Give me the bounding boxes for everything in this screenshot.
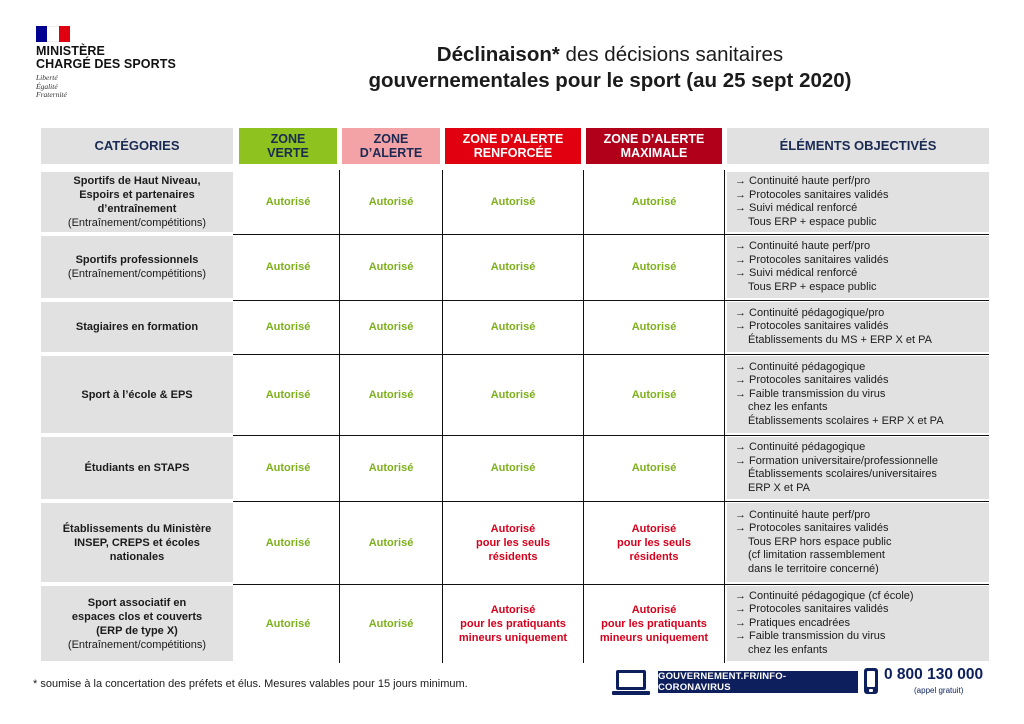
table-row <box>41 234 989 300</box>
category-title: Sportifs professionnels <box>75 254 199 266</box>
element-line: → Continuité haute perf/pro <box>735 175 871 187</box>
header-zone-renforcee-l1: ZONE D’ALERTE <box>462 132 564 146</box>
category-subtitle: (Entraînement/compétitions) <box>67 268 207 280</box>
elements-cell <box>727 586 989 661</box>
status-text: Autorisé <box>631 462 677 474</box>
table-row <box>41 501 989 584</box>
table-row <box>41 435 989 501</box>
status-text: résidents <box>488 550 538 563</box>
element-line: Tous ERP hors espace public <box>748 535 892 548</box>
header-zone-alerte-l1: ZONE <box>373 132 409 146</box>
category-title: espaces clos et couverts <box>71 610 203 623</box>
element-line: Tous ERP + espace public <box>748 280 877 293</box>
status-text: Autorisé <box>490 603 536 616</box>
table-row <box>41 300 989 354</box>
element-line: → Continuité haute perf/pro <box>735 240 871 252</box>
category-title: Sport associatif en <box>87 596 187 609</box>
elements-cell <box>727 503 989 582</box>
status-text: Autorisé <box>368 617 414 630</box>
element-line: Établissements scolaires + ERP X et PA <box>748 414 944 427</box>
element-line: → Protocoles sanitaires validés <box>735 320 889 333</box>
title-asterisk-word: Déclinaison* <box>436 43 560 66</box>
status-text: Autorisé <box>265 536 311 549</box>
status-zone-alerte <box>342 354 440 435</box>
element-line: → Continuité haute perf/pro <box>735 508 871 521</box>
ministry-name-line2: CHARGÉ DES SPORTS <box>36 57 176 71</box>
page-title <box>300 42 920 94</box>
status-zone-verte <box>239 170 337 234</box>
hotline-number[interactable]: 0 800 130 000 <box>884 666 984 683</box>
status-zone-alerte-maximale <box>586 501 722 584</box>
footnote: * soumise à la concertation des préfets et élus. Mesures valables pour 15 jours minimum. <box>33 678 468 690</box>
status-zone-verte <box>239 435 337 501</box>
status-text: pour les pratiquants <box>601 617 707 630</box>
status-zone-alerte-maximale <box>586 584 722 663</box>
status-text: pour les seuls <box>476 536 550 549</box>
title-line1: des décisions sanitaires <box>559 43 784 66</box>
status-text: Autorisé <box>368 321 414 333</box>
status-text: Autorisé <box>265 321 311 333</box>
status-zone-alerte-renforcee <box>445 501 581 584</box>
category-cell <box>41 172 233 232</box>
status-text: pour les pratiquants <box>460 617 566 630</box>
header-zone-maximale-l2: MAXIMALE <box>620 146 688 160</box>
category-title: Stagiaires en formation <box>75 321 199 333</box>
category-title: (ERP de type X) <box>96 624 178 637</box>
header-zone-verte-l1: ZONE <box>270 132 306 146</box>
ministry-name-line1: MINISTÈRE <box>36 44 105 58</box>
status-text: mineurs uniquement <box>599 631 709 644</box>
header-zone-alerte-l2: D’ALERTE <box>359 146 423 160</box>
element-line: chez les enfants <box>748 401 828 414</box>
status-zone-alerte <box>342 300 440 354</box>
motto-liberte: Liberté <box>36 73 58 82</box>
element-line: ERP X et PA <box>748 481 810 494</box>
element-line: Tous ERP + espace public <box>748 215 877 228</box>
status-text: Autorisé <box>265 617 311 630</box>
category-cell <box>41 437 233 499</box>
status-text: pour les seuls <box>617 536 691 549</box>
element-line: → Faible transmission du virus <box>735 630 886 643</box>
category-title: nationales <box>109 550 165 563</box>
element-line: → Pratiques encadrées <box>735 616 850 629</box>
status-text: Autorisé <box>631 196 677 208</box>
motto-egalite: Égalité <box>36 81 58 91</box>
elements-cell <box>727 437 989 499</box>
header-zone-alerte-renforcee <box>445 128 581 164</box>
status-text: Autorisé <box>490 321 536 333</box>
category-title: Établissements du Ministère <box>62 522 212 535</box>
element-line: dans le territoire concerné) <box>748 562 879 575</box>
status-zone-alerte <box>342 584 440 663</box>
element-line: → Faible transmission du virus <box>735 387 886 400</box>
status-text: Autorisé <box>368 261 414 273</box>
status-zone-alerte-renforcee <box>445 300 581 354</box>
status-text: Autorisé <box>490 261 536 273</box>
title-line2: gouvernementales pour le sport (au 25 sept 2020) <box>368 69 852 92</box>
element-line: → Suivi médical renforcé <box>735 202 858 214</box>
hotline-note: (appel gratuit) <box>914 686 964 695</box>
elements-cell <box>727 172 989 232</box>
status-text: mineurs uniquement <box>458 631 568 644</box>
status-text: Autorisé <box>368 196 414 208</box>
status-zone-alerte-renforcee <box>445 234 581 300</box>
status-text: Autorisé <box>265 388 311 401</box>
status-zone-alerte-renforcee <box>445 584 581 663</box>
table-row <box>41 584 989 663</box>
status-text: Autorisé <box>265 196 311 208</box>
category-cell <box>41 302 233 352</box>
republic-motto <box>36 74 67 100</box>
element-line: → Continuité pédagogique/pro <box>735 306 885 319</box>
element-line: → Suivi médical renforcé <box>735 267 858 279</box>
status-text: Autorisé <box>265 261 311 273</box>
elements-cell <box>727 356 989 433</box>
status-text: Autorisé <box>631 261 677 273</box>
status-zone-alerte-maximale <box>586 170 722 234</box>
french-flag-icon <box>36 26 70 42</box>
elements-cell <box>727 302 989 352</box>
category-cell <box>41 586 233 661</box>
status-zone-alerte-maximale <box>586 354 722 435</box>
category-title: Sportifs de Haut Niveau, <box>73 175 201 187</box>
status-text: Autorisé <box>368 388 414 401</box>
table-row <box>41 354 989 435</box>
table-row <box>41 170 989 234</box>
header-zone-alerte-maximale <box>586 128 722 164</box>
header-zone-alerte <box>342 128 440 164</box>
measures-table <box>41 128 989 663</box>
status-zone-alerte-maximale <box>586 234 722 300</box>
status-text: Autorisé <box>490 462 536 474</box>
status-zone-alerte <box>342 501 440 584</box>
ministry-name <box>36 45 176 71</box>
category-title: Espoirs et partenaires <box>79 189 195 201</box>
element-line: → Continuité pédagogique <box>735 441 866 453</box>
header-zone-renforcee-l2: RENFORCÉE <box>473 146 553 160</box>
status-zone-alerte <box>342 234 440 300</box>
category-cell <box>41 503 233 582</box>
status-zone-alerte <box>342 435 440 501</box>
category-subtitle: (Entraînement/compétitions) <box>67 217 207 229</box>
category-cell <box>41 356 233 433</box>
element-line: Établissements scolaires/universitaires <box>748 468 937 480</box>
category-title: Sport à l’école & EPS <box>81 388 193 401</box>
header-elements-objectives: ÉLÉMENTS OBJECTIVÉS <box>727 128 989 164</box>
ministry-logo <box>36 26 206 106</box>
element-line: → Continuité pédagogique (cf école) <box>735 589 914 602</box>
element-line: Établissements du MS + ERP X et PA <box>748 333 932 346</box>
status-text: Autorisé <box>265 462 311 474</box>
status-zone-alerte <box>342 170 440 234</box>
status-zone-alerte-renforcee <box>445 435 581 501</box>
status-zone-alerte-renforcee <box>445 354 581 435</box>
header-zone-verte-l2: VERTE <box>267 146 309 160</box>
element-line: → Continuité pédagogique <box>735 360 866 373</box>
status-zone-verte <box>239 354 337 435</box>
status-text: Autorisé <box>631 321 677 333</box>
element-line: → Protocoles sanitaires validés <box>735 374 889 387</box>
status-text: Autorisé <box>490 388 536 401</box>
status-text: résidents <box>629 550 679 563</box>
header-zone-maximale-l1: ZONE D’ALERTE <box>603 132 705 146</box>
motto-fraternite: Fraternité <box>36 90 67 99</box>
status-text: Autorisé <box>368 536 414 549</box>
header-zone-verte <box>239 128 337 164</box>
status-zone-alerte-maximale <box>586 300 722 354</box>
status-text: Autorisé <box>368 462 414 474</box>
laptop-icon <box>612 670 650 696</box>
status-text: Autorisé <box>490 196 536 208</box>
category-title: INSEP, CREPS et écoles <box>74 536 200 549</box>
elements-cell <box>727 236 989 298</box>
element-line: → Protocoles sanitaires validés <box>735 603 889 616</box>
status-text: Autorisé <box>631 603 677 616</box>
status-zone-verte <box>239 300 337 354</box>
status-zone-alerte-renforcee <box>445 170 581 234</box>
category-title: d’entraînement <box>97 203 177 215</box>
status-zone-alerte-maximale <box>586 435 722 501</box>
status-text: Autorisé <box>631 388 677 401</box>
element-line: chez les enfants <box>748 643 828 656</box>
category-title: Étudiants en STAPS <box>84 462 190 474</box>
status-zone-verte <box>239 234 337 300</box>
status-zone-verte <box>239 584 337 663</box>
element-line: → Protocoles sanitaires validés <box>735 522 889 535</box>
status-zone-verte <box>239 501 337 584</box>
status-text: Autorisé <box>631 522 677 535</box>
element-line: → Formation universitaire/professionnelle <box>735 454 938 467</box>
category-subtitle: (Entraînement/compétitions) <box>67 638 207 651</box>
element-line: (cf limitation rassemblement <box>748 549 885 562</box>
category-cell <box>41 236 233 298</box>
info-coronavirus-link[interactable]: GOUVERNEMENT.FR/INFO-CORONAVIRUS <box>658 671 858 693</box>
element-line: → Protocoles sanitaires validés <box>735 188 889 201</box>
phone-icon <box>864 668 878 694</box>
status-text: Autorisé <box>490 522 536 535</box>
header-categories: CATÉGORIES <box>41 128 233 164</box>
element-line: → Protocoles sanitaires validés <box>735 253 889 266</box>
